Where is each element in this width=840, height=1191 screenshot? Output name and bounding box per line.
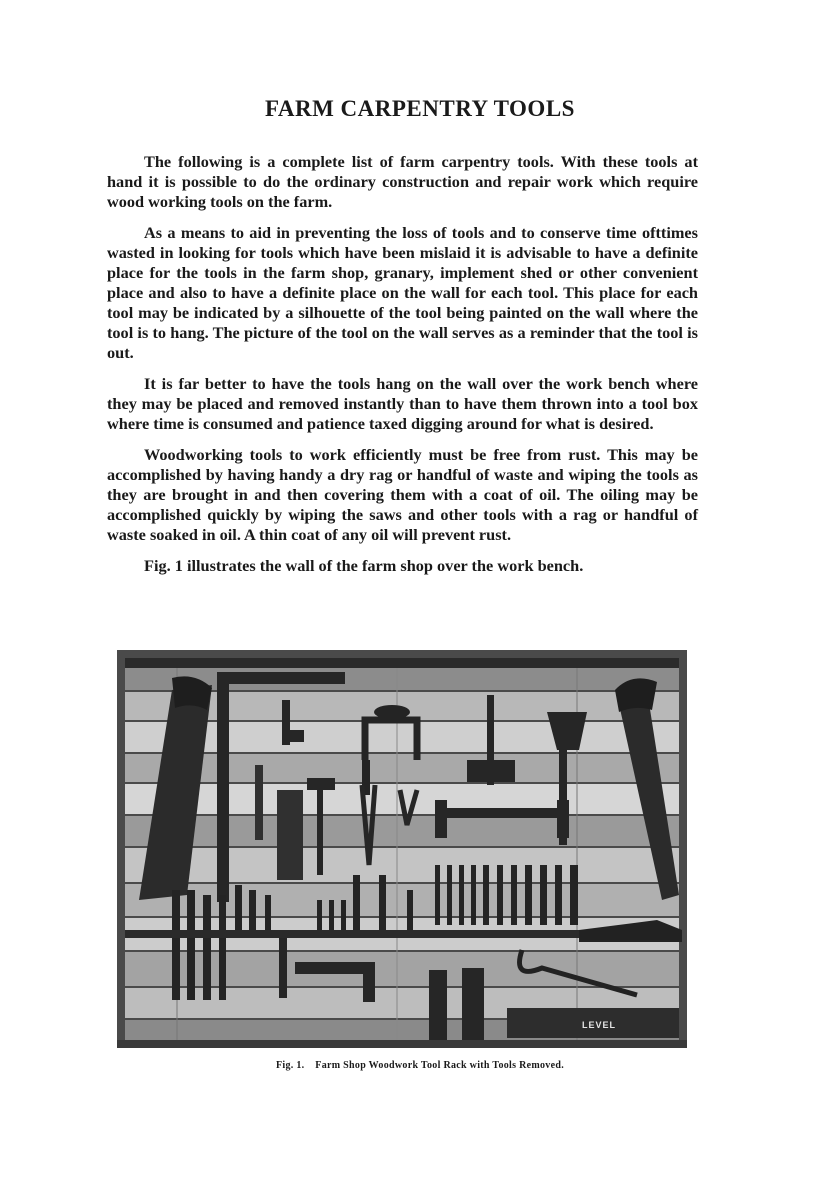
- figure-caption-text: Farm Shop Woodwork Tool Rack with Tools Removed.: [315, 1060, 565, 1071]
- figure-caption-label: Fig. 1.: [275, 1060, 305, 1071]
- figure-caption: [0, 1060, 840, 1071]
- bar-silhouette: [462, 968, 484, 1040]
- rule-silhouette: [279, 938, 287, 998]
- page-title: FARM CARPENTRY TOOLS: [265, 96, 575, 121]
- paragraph-rust: Woodworking tools to work efficiently must be free from rust. This may be accomplished by having handy a dry rag or handful of waste and wiping the tools as they are brought in and then covering them with a coat of oil. The oiling may be accomplished quickly by wiping the saws and other tools with a rag or handful of waste soaked in oil. A thin coat of any oil will prevent rust.: [107, 445, 698, 544]
- tool-rack-photo: [117, 650, 687, 1048]
- paragraph-definite-place: As a means to aid in preventing the loss of tools and to conserve time ofttimes wasted in looking for tools which have been mislaid it is advisable to have a definite place for the tools in the farm shop, granary, implement shed or other convenient place and also to have a definite place on the wall for each tool. This place for each tool may be indicated by a silhouette of the tool being painted on the wall where the tool is to hang. The picture of the tool on the wall serves as a reminder that the tool is out.: [107, 223, 698, 362]
- paragraph-hang-tools: It is far better to have the tools hang on the wall over the work bench where they may be placed and removed instantly than to have them thrown into a tool box where time is consumed and patience taxed digging around for what is desired.: [107, 374, 698, 433]
- paragraph-intro: The following is a complete list of farm carpentry tools. With these tools at hand it is possible to do the ordinary construction and repair work which require wood working tools on the farm.: [107, 152, 698, 211]
- awl-silhouette: [255, 765, 263, 840]
- marking-gauge-silhouette: [277, 790, 303, 880]
- paragraph-figure-reference: Fig. 1 illustrates the wall of the farm shop over the work bench.: [144, 556, 584, 575]
- mallet-handle-silhouette: [429, 970, 447, 1040]
- body-text: [107, 152, 698, 587]
- level-label: LEVEL: [582, 1020, 617, 1030]
